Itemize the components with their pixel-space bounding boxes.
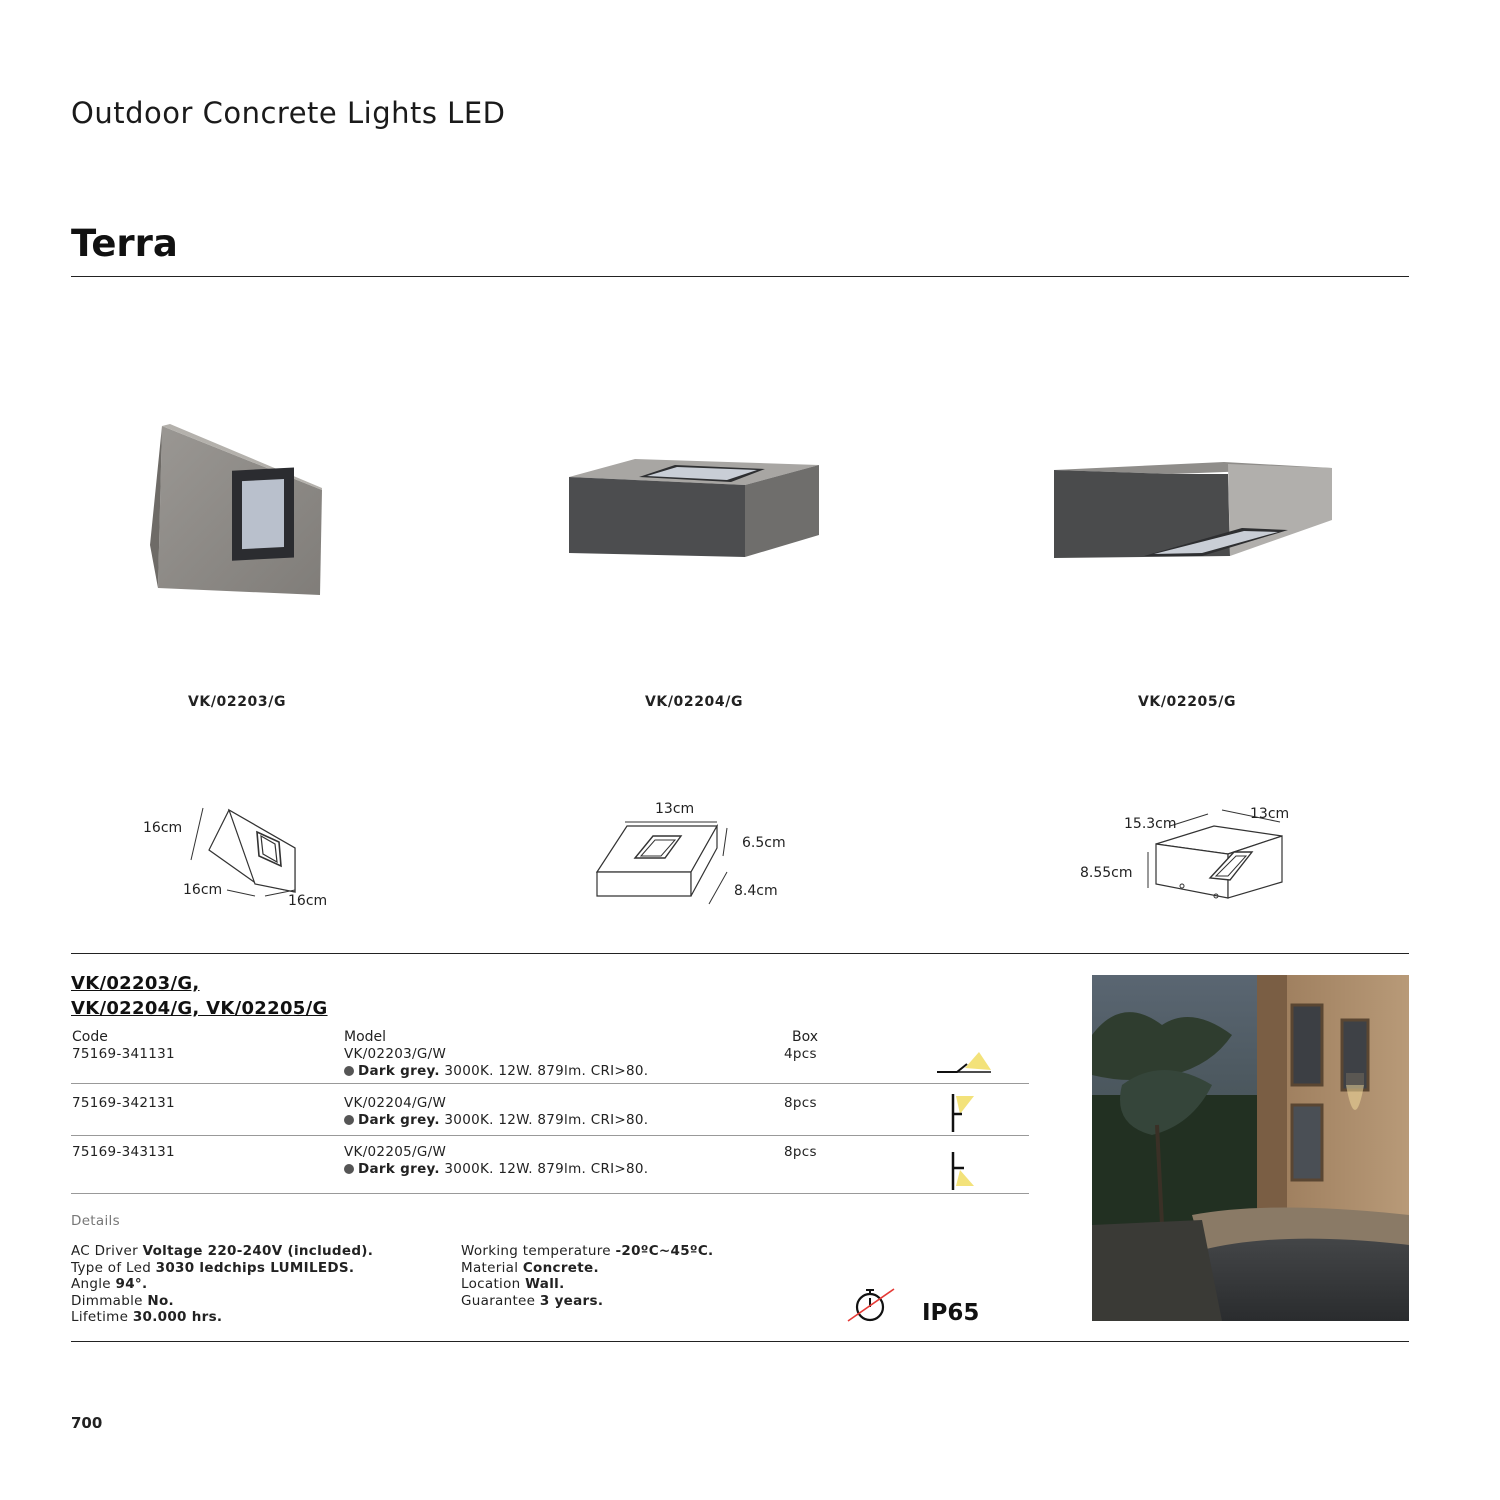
color-swatch: [344, 1066, 354, 1076]
no-timer-icon: [846, 1285, 896, 1325]
dim-2-height: 6.5cm: [742, 835, 786, 851]
header-code: Code: [72, 1029, 108, 1045]
light-down-angled-icon: [935, 1050, 995, 1076]
row3-code: 75169-343131: [72, 1144, 175, 1160]
model-group-title: [71, 971, 328, 1021]
product-photo-vk02204: [565, 455, 825, 565]
row1-spec: 3000K. 12W. 879lm. CRI>80.: [444, 1063, 649, 1079]
row3-spec-line: [344, 1161, 648, 1177]
detail-led-type: Type of Led 3030 ledchips LUMILEDS.: [71, 1259, 355, 1276]
dim-2-width: 13cm: [655, 801, 695, 817]
product-label-2: VK/02204/G: [644, 694, 744, 710]
row2-box: 8pcs: [784, 1095, 817, 1111]
model-group-title-line1: VK/02203/G,: [71, 973, 200, 994]
product-photo-vk02203: [150, 420, 330, 605]
row3-spec: 3000K. 12W. 879lm. CRI>80.: [444, 1161, 649, 1177]
header-box: Box: [792, 1029, 819, 1045]
product-label-3: VK/02205/G: [1137, 694, 1237, 710]
row-divider-3: [71, 1193, 1029, 1194]
dim-3-width: 13cm: [1250, 806, 1290, 822]
dim-3-depth: 15.3cm: [1124, 816, 1177, 832]
detail-angle: Angle 94°.: [71, 1276, 148, 1292]
light-down-wall-icon: [948, 1150, 978, 1192]
detail-dimmable: Dimmable No.: [71, 1292, 174, 1309]
row2-spec-line: [344, 1112, 648, 1128]
row1-code: 75169-341131: [72, 1046, 175, 1062]
details-label: Details: [71, 1213, 120, 1229]
color-swatch: [344, 1164, 354, 1174]
row1-model: VK/02203/G/W: [344, 1046, 447, 1062]
section-divider: [71, 953, 1409, 954]
ip-rating: IP65: [922, 1300, 980, 1326]
row1-color: Dark grey.: [358, 1063, 440, 1079]
row1-spec-line: [344, 1063, 648, 1079]
detail-guarantee: Guarantee 3 years.: [461, 1292, 604, 1309]
row2-color: Dark grey.: [358, 1112, 440, 1128]
row-divider-2: [71, 1135, 1029, 1136]
row1-box: 4pcs: [784, 1046, 817, 1062]
model-group-title-line2: VK/02204/G, VK/02205/G: [71, 998, 328, 1019]
header-divider: [71, 276, 1409, 277]
dim-1-height: 16cm: [143, 820, 183, 836]
detail-location: Location Wall.: [461, 1276, 565, 1292]
installation-photo: [1092, 975, 1409, 1321]
dimension-drawing-vk02204: [595, 818, 745, 908]
row2-model: VK/02204/G/W: [344, 1095, 447, 1111]
row3-color: Dark grey.: [358, 1161, 440, 1177]
light-up-wall-icon: [948, 1092, 978, 1134]
detail-temperature: Working temperature -20ºC~45ºC.: [461, 1243, 714, 1259]
product-photo-vk02205: [1052, 460, 1334, 565]
product-label-1: VK/02203/G: [187, 694, 287, 710]
footer-divider: [71, 1341, 1409, 1342]
dim-3-height: 8.55cm: [1080, 865, 1133, 881]
detail-lifetime: Lifetime 30.000 hrs.: [71, 1309, 223, 1325]
details-right: [461, 1243, 713, 1309]
row2-code: 75169-342131: [72, 1095, 175, 1111]
row2-spec: 3000K. 12W. 879lm. CRI>80.: [444, 1112, 649, 1128]
detail-driver: AC Driver Voltage 220-240V (included).: [71, 1243, 374, 1259]
page-number: 700: [71, 1414, 103, 1432]
row3-box: 8pcs: [784, 1144, 817, 1160]
category-title: Outdoor Concrete Lights LED: [71, 96, 506, 130]
row3-model: VK/02205/G/W: [344, 1144, 447, 1160]
details-left: [71, 1243, 373, 1326]
header-model: Model: [344, 1029, 387, 1045]
dim-1-width: 16cm: [288, 893, 328, 909]
dim-1-depth: 16cm: [183, 882, 223, 898]
dim-2-depth: 8.4cm: [734, 883, 778, 899]
detail-material: Material Concrete.: [461, 1259, 599, 1276]
series-title: Terra: [71, 222, 178, 265]
row-divider-1: [71, 1083, 1029, 1084]
color-swatch: [344, 1115, 354, 1125]
